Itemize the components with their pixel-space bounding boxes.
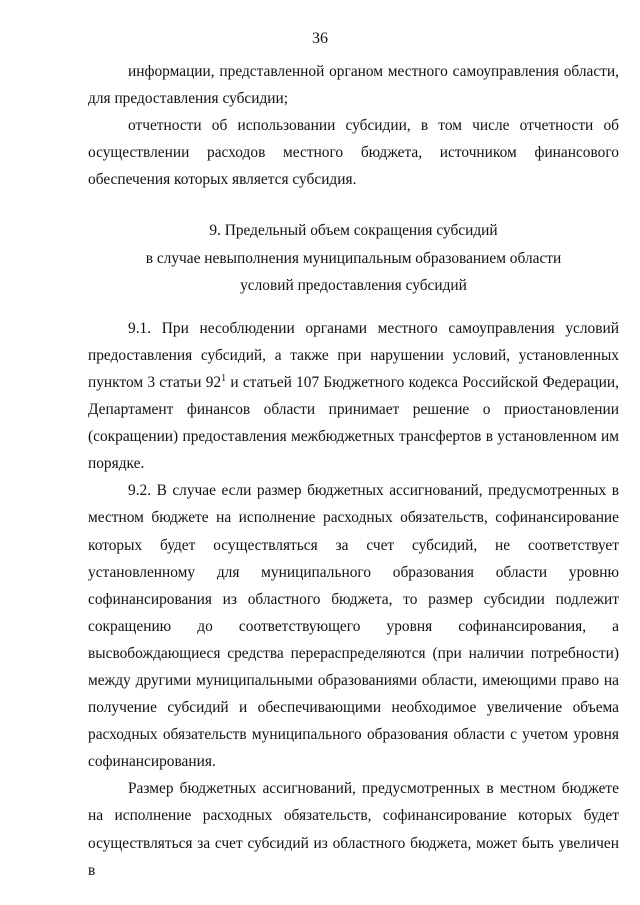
- paragraph-9-1-text-start: 9.1. При несоблюдении органами местного самоуправления условий предоставления субсидий, а также при нарушении условий, установленных пунктом 3 статьи 92: [88, 319, 619, 391]
- paragraph-info-source: информации, представленной органом местного самоуправления области, для предоставления субсидии;: [88, 63, 619, 108]
- paragraph-9-1-text-end: и статьей 107 Бюджетного кодекса Российской Федерации, Департамент финансов области принимает решение о приостановлении (сокращении) предоставления межбюджетных трансфертов в установленном им порядке.: [88, 373, 619, 473]
- paragraph-budget-size: Размер бюджетных ассигнований, предусмотренных в местном бюджете на исполнение расходных обязательств, софинансирование которых будет осуществляться за счет субсидий из областного бюджета, может быть увеличен в: [88, 780, 619, 879]
- paragraph-9-1: [88, 315, 619, 478]
- paragraph-reporting: отчетности об использовании субсидии, в том числе отчетности об осуществлении расходов местного бюджета, источником финансового обеспечения которых является субсидия.: [88, 117, 619, 189]
- page-number: 36: [312, 30, 328, 47]
- superscript-marker: 1: [221, 372, 227, 384]
- section-heading-line-1: 9. Предельный объем сокращения субсидий: [209, 222, 498, 240]
- spacer: [88, 193, 619, 217]
- paragraph-9-2: 9.2. В случае если размер бюджетных ассигнований, предусмотренных в местном бюджете на исполнение расходных обязательств, софинансирование которых будет осуществляться за счет субсидий, не соответствует установленному для муниципального образования области уровню софинансирования из областного бюджета, то размер субсидии подлежит сокращению до соответствующего уровня софинансирования, а высвобождающиеся средства перераспределяются (при наличии потребности) между другими муниципальными образованиями области, имеющими право на получение субсидий и обеспечивающими необходимое увеличение объема расходных обязательств муниципального образования области с учетом уровня софинансирования.: [88, 482, 619, 771]
- document-body: [88, 58, 619, 884]
- spacer: [88, 299, 619, 315]
- section-heading-line-3: условий предоставления субсидий: [240, 276, 467, 294]
- section-heading-line-2: в случае невыполнения муниципальным образованием области: [145, 249, 562, 267]
